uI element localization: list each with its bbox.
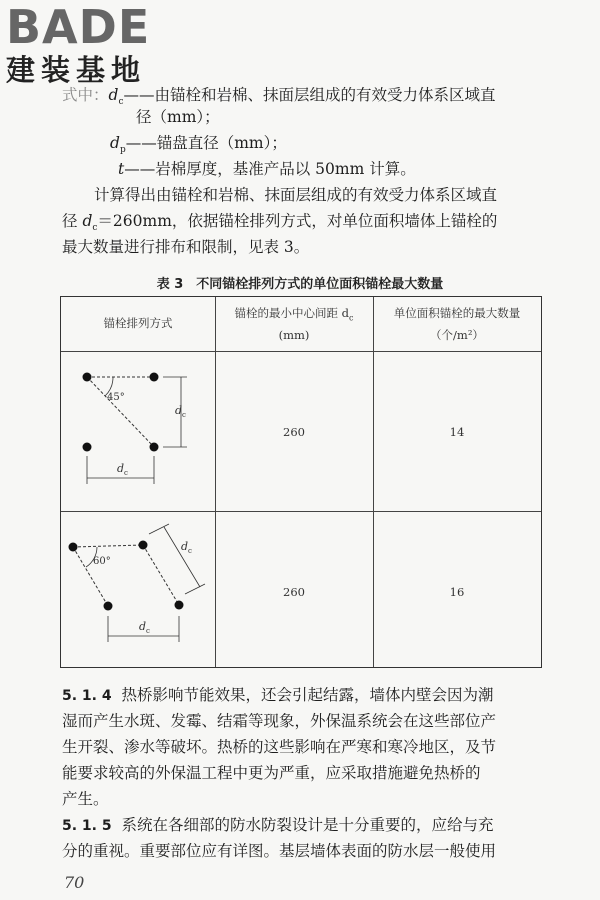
- section-5-1-5-line-2: 分的重视。重要部位应有详图。基层墙体表面的防水层一般使用: [62, 842, 497, 860]
- publisher-logo: [6, 0, 151, 87]
- diagram-hexagonal-arrangement: [61, 512, 215, 668]
- diagram-diagonal-right: [143, 545, 179, 605]
- definition-dc-cont: 径（mm）；: [136, 108, 220, 126]
- section-5-1-4-line-1: 5. 1. 4 热桥影响节能效果，还会引起结露，墙体内壁会因为潮: [62, 686, 494, 704]
- table-col-divider-1: [215, 297, 216, 667]
- svg-text:c: c: [188, 547, 192, 555]
- section-5-1-4-line-4: 能要求较高的外保温工程中更为严重，应采取措施避免热桥的: [62, 764, 481, 782]
- definition-dc: 式中：$d_c——$由锚栓和岩棉、抹面层组成的有效受力体系区域直: [62, 86, 496, 108]
- section-number: 5. 1. 5: [62, 818, 112, 834]
- diagram-dash-line: [73, 545, 143, 547]
- diagram-square-arrangement: [61, 352, 215, 510]
- dim-label-horizontal: d: [139, 620, 147, 633]
- svg-text:c: c: [146, 627, 150, 635]
- svg-text:c: c: [124, 469, 128, 477]
- row2-max-count: 16: [449, 585, 465, 599]
- anchor-point: [83, 373, 92, 382]
- table-col-divider-2: [373, 297, 374, 667]
- paragraph-line-3: 最大数量进行排布和限制，见表 3。: [62, 238, 310, 256]
- header-max-count: 单位面积锚栓的最大数量 （个/m²）: [393, 306, 521, 342]
- row1-spacing: 260: [283, 425, 305, 439]
- anchor-point: [104, 602, 113, 611]
- dim-label-slanted: d: [181, 540, 189, 553]
- section-number: 5. 1. 4: [62, 688, 112, 704]
- section-5-1-4-line-5: 产生。: [62, 790, 109, 808]
- section-5-1-5-line-1: 5. 1. 5 系统在各细部的防水防裂设计是十分重要的，应给与充: [62, 816, 494, 834]
- page-number: 70: [64, 873, 85, 892]
- section-5-1-4-line-2: 湿而产生水斑、发霉、结霜等现象，外保温系统会在这些部位产: [62, 712, 497, 730]
- row2-spacing: 260: [283, 585, 305, 599]
- dim-label-horizontal: d: [117, 462, 125, 475]
- svg-text:c: c: [182, 411, 186, 419]
- anchor-point: [150, 443, 159, 452]
- table-caption: 表 3 不同锚栓排列方式的单位面积锚栓最大数量: [156, 277, 444, 292]
- paragraph-line-2: 径 $d_c=260mm$，依据锚栓排列方式，对单位面积墙体上锚栓的: [62, 212, 498, 234]
- dim-line-slanted: [164, 527, 200, 587]
- header-spacing: 锚栓的最小中心间距 $d_c$ (mm): [234, 306, 354, 343]
- anchor-point: [139, 541, 148, 550]
- section-5-1-4-line-3: 生开裂、渗水等破坏。热桥的这些影响在严寒和寒冷地区，及节: [62, 738, 497, 756]
- anchor-point: [83, 443, 92, 452]
- definition-dp: $d_p——$锚盘直径（mm）；: [110, 134, 287, 156]
- row1-max-count: 14: [449, 425, 465, 439]
- diagram-diagonal: [87, 377, 154, 447]
- logo-subtitle: 建装基地: [6, 53, 147, 87]
- angle-label: 45°: [107, 392, 125, 403]
- anchor-point: [69, 543, 78, 552]
- paragraph-line-1: 计算得出由锚栓和岩棉、抹面层组成的有效受力体系区域直: [94, 186, 498, 204]
- anchor-table: [60, 296, 542, 668]
- anchor-point: [175, 601, 184, 610]
- anchor-point: [150, 373, 159, 382]
- dim-ext-bottom: [185, 584, 205, 594]
- header-arrangement: 锚栓排列方式: [103, 316, 173, 330]
- logo-brand: BADE: [6, 0, 151, 54]
- angle-label: 60°: [93, 556, 111, 567]
- definition-t: t——岩棉厚度，基准产品以 50mm 计算。: [118, 160, 416, 178]
- dim-ext-top: [149, 524, 169, 534]
- dim-label-vertical: d: [175, 404, 183, 417]
